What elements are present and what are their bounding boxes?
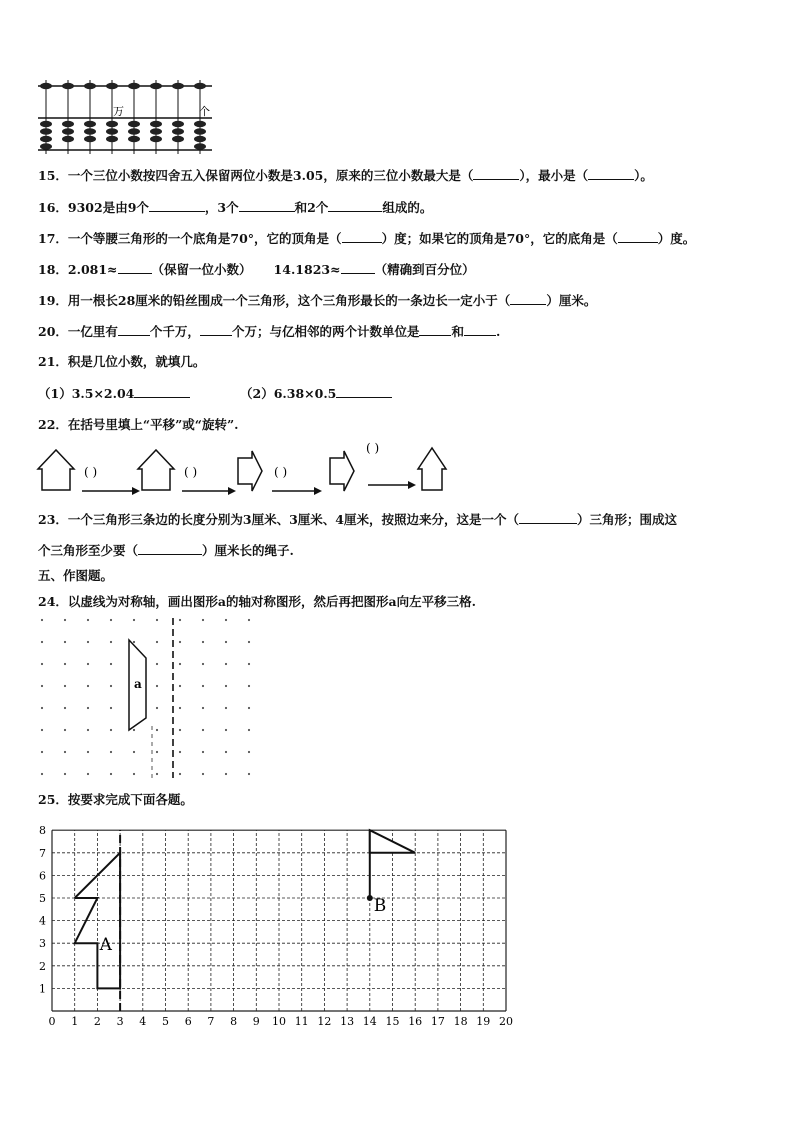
right-arrow-shape-icon bbox=[330, 451, 354, 491]
abacus-bead bbox=[40, 128, 52, 134]
up-arrow-shape-icon bbox=[38, 450, 74, 490]
answer-blank[interactable] bbox=[588, 167, 634, 180]
answer-blank[interactable] bbox=[618, 230, 658, 243]
abacus-bead bbox=[150, 136, 162, 142]
x-tick-label: 10 bbox=[272, 1015, 286, 1028]
grid-dot bbox=[179, 707, 181, 709]
arrow-head-icon bbox=[408, 481, 416, 489]
abacus-label-wan: 万 bbox=[113, 105, 124, 118]
question-text: （精确到百分位） bbox=[374, 262, 475, 277]
grid-dot bbox=[110, 751, 112, 753]
point-b-label: B bbox=[373, 896, 387, 916]
grid-dot bbox=[202, 751, 204, 753]
x-tick-label: 20 bbox=[499, 1015, 513, 1028]
abacus-bead bbox=[194, 143, 206, 149]
abacus-bead bbox=[128, 83, 140, 89]
grid-dot bbox=[110, 619, 112, 621]
x-tick-label: 11 bbox=[294, 1015, 309, 1028]
abacus-bead bbox=[150, 83, 162, 89]
answer-blank[interactable] bbox=[473, 167, 519, 180]
grid-dot bbox=[133, 641, 135, 643]
question-number: 22． bbox=[38, 417, 68, 432]
x-tick-label: 7 bbox=[207, 1015, 215, 1028]
grid-dot bbox=[225, 685, 227, 687]
x-tick-label: 4 bbox=[139, 1015, 147, 1028]
question-21 bbox=[38, 354, 205, 370]
abacus-bead bbox=[194, 128, 206, 134]
abacus-bead bbox=[106, 83, 118, 89]
y-tick-label: 4 bbox=[39, 914, 46, 928]
abacus-bead bbox=[128, 121, 140, 127]
abacus-bead bbox=[40, 136, 52, 142]
question-15 bbox=[38, 167, 653, 184]
question-17 bbox=[38, 230, 695, 247]
shape-a-label: a bbox=[134, 677, 142, 691]
grid-dot bbox=[225, 729, 227, 731]
grid-dot bbox=[202, 663, 204, 665]
grid-dot bbox=[156, 641, 158, 643]
grid-dot bbox=[248, 619, 250, 621]
answer-blank[interactable] bbox=[149, 199, 205, 212]
question-24 bbox=[38, 594, 476, 610]
grid-dot bbox=[202, 641, 204, 643]
question-text: 积是几位小数，就填几。 bbox=[67, 354, 206, 369]
question-text: 一亿里有 bbox=[67, 324, 118, 339]
grid-dot bbox=[225, 641, 227, 643]
grid-dot bbox=[41, 619, 43, 621]
abacus-bead bbox=[106, 128, 118, 134]
question-text: （1）3.5×2.04 bbox=[38, 386, 135, 401]
question-number: 20． bbox=[38, 324, 68, 339]
grid-dot bbox=[225, 663, 227, 665]
grid-dot bbox=[202, 619, 204, 621]
grid-dot bbox=[225, 751, 227, 753]
abacus-bead bbox=[106, 121, 118, 127]
grid-dot bbox=[64, 641, 66, 643]
question-text: 和2个 bbox=[294, 200, 329, 215]
grid-dot bbox=[248, 751, 250, 753]
abacus-bead bbox=[150, 121, 162, 127]
question-text: 组成的。 bbox=[382, 200, 433, 215]
question-text: 9302是由9个 bbox=[67, 200, 149, 215]
x-tick-label: 13 bbox=[340, 1015, 355, 1028]
question-text: ）。 bbox=[634, 168, 653, 183]
grid-dot bbox=[41, 773, 43, 775]
abacus-bead bbox=[84, 121, 96, 127]
x-tick-label: 8 bbox=[230, 1015, 238, 1028]
grid-dot bbox=[133, 751, 135, 753]
question-text: 个万；与亿相邻的两个计数单位是 bbox=[231, 324, 420, 339]
x-tick-label: 15 bbox=[385, 1015, 400, 1028]
grid-dot bbox=[110, 729, 112, 731]
right-arrow-shape-icon bbox=[238, 451, 262, 491]
x-tick-label: 2 bbox=[93, 1015, 101, 1028]
abacus-bead bbox=[40, 143, 52, 149]
question-text: ）厘米长的绳子. bbox=[202, 543, 294, 558]
grid-dot bbox=[64, 729, 66, 731]
grid-dot bbox=[41, 641, 43, 643]
question-text: 在括号里填上“平移”或“旋转”. bbox=[67, 417, 239, 432]
x-tick-label: 9 bbox=[252, 1015, 260, 1028]
question-number: 21． bbox=[38, 354, 68, 369]
grid-dot bbox=[64, 773, 66, 775]
grid-dot bbox=[225, 773, 227, 775]
grid-dot bbox=[87, 663, 89, 665]
x-tick-label: 0 bbox=[48, 1015, 56, 1028]
x-tick-label: 12 bbox=[317, 1015, 332, 1028]
question-text: （保留一位小数） bbox=[151, 262, 252, 277]
question-21-part1 bbox=[38, 385, 190, 402]
x-tick-label: 6 bbox=[184, 1015, 192, 1028]
grid-dot bbox=[248, 685, 250, 687]
grid-dot bbox=[87, 619, 89, 621]
point-b bbox=[367, 895, 373, 901]
grid-dot bbox=[87, 751, 89, 753]
y-tick-label: 5 bbox=[39, 892, 46, 905]
grid-dot bbox=[87, 685, 89, 687]
question-number: 18． bbox=[38, 262, 68, 277]
grid-dot bbox=[64, 619, 66, 621]
grid-dot bbox=[202, 729, 204, 731]
abacus-bead bbox=[172, 128, 184, 134]
question-text: 按要求完成下面各题。 bbox=[67, 792, 193, 807]
question-21-part2 bbox=[240, 385, 392, 402]
answer-blank[interactable] bbox=[341, 261, 375, 274]
abacus-label-ge: 个 bbox=[199, 105, 210, 118]
abacus-bead bbox=[128, 128, 140, 134]
x-tick-label: 19 bbox=[476, 1015, 491, 1028]
answer-paren[interactable]: ( ) bbox=[274, 465, 288, 479]
question-18 bbox=[38, 261, 475, 278]
grid-dot bbox=[87, 729, 89, 731]
question-text: 一个等腰三角形的一个底角是70°，它的顶角是（ bbox=[67, 231, 342, 246]
answer-blank[interactable] bbox=[200, 323, 232, 336]
question-number: 19． bbox=[38, 293, 68, 308]
arrow-head-icon bbox=[228, 487, 236, 495]
grid-dot bbox=[156, 729, 158, 731]
arrow-head-icon bbox=[314, 487, 322, 495]
answer-blank[interactable] bbox=[510, 292, 546, 305]
answer-blank[interactable] bbox=[118, 261, 152, 274]
grid-dot bbox=[156, 751, 158, 753]
abacus-bead bbox=[84, 128, 96, 134]
grid-dot bbox=[87, 707, 89, 709]
grid-dot bbox=[110, 685, 112, 687]
abacus-bead bbox=[84, 136, 96, 142]
grid-dot bbox=[41, 663, 43, 665]
abacus-bead bbox=[62, 128, 74, 134]
question-text: 一个三位小数按四舍五入保留两位小数是3.05，原来的三位小数最大是（ bbox=[67, 168, 474, 183]
grid-dot bbox=[133, 619, 135, 621]
grid-dot bbox=[179, 773, 181, 775]
grid-dot bbox=[248, 663, 250, 665]
shape-a-label: A bbox=[99, 934, 112, 955]
y-tick-label: 1 bbox=[39, 982, 46, 996]
question-23 bbox=[38, 511, 677, 528]
grid-dot bbox=[87, 773, 89, 775]
abacus-bead bbox=[194, 83, 206, 89]
x-tick-label: 14 bbox=[362, 1015, 377, 1028]
grid-dot bbox=[41, 751, 43, 753]
abacus-bead bbox=[40, 121, 52, 127]
question-22 bbox=[38, 417, 239, 433]
up-arrow-shape-icon bbox=[418, 448, 446, 490]
y-tick-label: 6 bbox=[39, 869, 46, 883]
grid-dot bbox=[156, 619, 158, 621]
x-tick-label: 3 bbox=[116, 1015, 124, 1028]
answer-blank[interactable] bbox=[336, 385, 392, 398]
grid-dot bbox=[110, 641, 112, 643]
grid-dot bbox=[248, 773, 250, 775]
transformation-arrow-row bbox=[36, 440, 456, 500]
section-heading: 五、作图题。 bbox=[38, 568, 114, 583]
answer-blank[interactable] bbox=[134, 385, 190, 398]
answer-blank[interactable] bbox=[519, 511, 577, 524]
grid-dot bbox=[41, 729, 43, 731]
dot-grid-figure bbox=[36, 614, 276, 784]
abacus-bead bbox=[172, 136, 184, 142]
abacus-bead bbox=[150, 128, 162, 134]
y-tick-label: 3 bbox=[39, 937, 46, 951]
grid-dot bbox=[64, 663, 66, 665]
answer-blank[interactable] bbox=[464, 323, 496, 336]
question-text: ）度。 bbox=[657, 231, 696, 246]
coordinate-grid bbox=[36, 818, 526, 1033]
question-text: 和 bbox=[451, 324, 464, 339]
x-tick-label: 16 bbox=[408, 1015, 423, 1028]
grid-dot bbox=[156, 685, 158, 687]
abacus-bead bbox=[84, 83, 96, 89]
question-text: （2）6.38×0.5 bbox=[240, 386, 337, 401]
grid-dot bbox=[87, 641, 89, 643]
question-number: 25． bbox=[38, 792, 68, 807]
grid-dot bbox=[64, 707, 66, 709]
answer-blank[interactable] bbox=[342, 230, 382, 243]
abacus-bead bbox=[40, 83, 52, 89]
grid-dot bbox=[179, 751, 181, 753]
grid-dot bbox=[225, 619, 227, 621]
question-text: 个千万， bbox=[149, 324, 200, 339]
grid-dot bbox=[133, 773, 135, 775]
question-25 bbox=[38, 792, 193, 808]
grid-dot bbox=[179, 729, 181, 731]
question-number: 24． bbox=[38, 594, 68, 609]
x-tick-label: 5 bbox=[162, 1015, 169, 1028]
question-number: 15． bbox=[38, 168, 68, 183]
question-23-line2 bbox=[38, 542, 294, 559]
grid-dot bbox=[110, 707, 112, 709]
grid-dot bbox=[179, 641, 181, 643]
answer-paren[interactable]: ( ) bbox=[184, 465, 198, 479]
abacus bbox=[36, 78, 216, 158]
arrow-head-icon bbox=[132, 487, 140, 495]
question-number: 17． bbox=[38, 231, 68, 246]
answer-blank[interactable] bbox=[419, 323, 451, 336]
grid-dot bbox=[179, 619, 181, 621]
abacus-bead bbox=[62, 83, 74, 89]
answer-blank[interactable] bbox=[239, 199, 295, 212]
question-text: ）厘米。 bbox=[546, 293, 597, 308]
grid-dot bbox=[248, 641, 250, 643]
y-tick-label: 7 bbox=[39, 846, 46, 860]
question-16 bbox=[38, 199, 432, 216]
question-text: 以虚线为对称轴，画出图形a的轴对称图形，然后再把图形a向左平移三格. bbox=[67, 594, 476, 609]
x-tick-label: 1 bbox=[71, 1015, 79, 1028]
question-20 bbox=[38, 323, 500, 340]
question-19 bbox=[38, 292, 596, 309]
grid-dot bbox=[64, 751, 66, 753]
question-text: ）度；如果它的顶角是70°，它的底角是（ bbox=[381, 231, 618, 246]
grid-dot bbox=[248, 729, 250, 731]
answer-blank[interactable] bbox=[118, 323, 150, 336]
question-text: 个三角形至少要（ bbox=[38, 543, 139, 558]
grid-dot bbox=[156, 773, 158, 775]
up-arrow-shape-icon bbox=[138, 450, 174, 490]
abacus-bead bbox=[62, 136, 74, 142]
abacus-bead bbox=[62, 121, 74, 127]
grid-dot bbox=[110, 773, 112, 775]
question-text: 一个三角形三条边的长度分别为3厘米、3厘米、4厘米，按照边来分，这是一个（ bbox=[67, 512, 520, 527]
question-text: ），最小是（ bbox=[519, 168, 589, 183]
grid-dot bbox=[225, 707, 227, 709]
grid-dot bbox=[64, 685, 66, 687]
grid-dot bbox=[156, 707, 158, 709]
answer-paren[interactable]: ( ) bbox=[366, 441, 380, 455]
question-number: 23． bbox=[38, 512, 68, 527]
answer-blank[interactable] bbox=[328, 199, 382, 212]
x-tick-label: 17 bbox=[430, 1015, 445, 1028]
grid-dot bbox=[41, 707, 43, 709]
question-text: 14.1823≈ bbox=[273, 262, 341, 277]
grid-dot bbox=[179, 663, 181, 665]
grid-dot bbox=[156, 663, 158, 665]
x-tick-label: 18 bbox=[453, 1015, 468, 1028]
grid-dot bbox=[41, 685, 43, 687]
answer-paren[interactable]: ( ) bbox=[84, 465, 98, 479]
grid-dot bbox=[179, 685, 181, 687]
grid-dot bbox=[202, 707, 204, 709]
answer-blank[interactable] bbox=[138, 542, 202, 555]
abacus-bead bbox=[172, 121, 184, 127]
y-tick-label: 8 bbox=[39, 824, 46, 838]
grid-dot bbox=[110, 663, 112, 665]
abacus-bead bbox=[194, 136, 206, 142]
question-text: ，3个 bbox=[204, 200, 239, 215]
question-text: 用一根长28厘米的铅丝围成一个三角形，这个三角形最长的一条边长一定小于（ bbox=[67, 293, 511, 308]
abacus-bead bbox=[194, 121, 206, 127]
question-text: ）三角形；围成这 bbox=[577, 512, 678, 527]
abacus-bead bbox=[106, 136, 118, 142]
question-text: 2.081≈ bbox=[67, 262, 118, 277]
grid-dot bbox=[202, 685, 204, 687]
grid-dot bbox=[133, 729, 135, 731]
grid-dot bbox=[248, 707, 250, 709]
grid-dot bbox=[202, 773, 204, 775]
abacus-bead bbox=[128, 136, 140, 142]
y-tick-label: 2 bbox=[39, 959, 46, 973]
question-text: . bbox=[495, 324, 501, 339]
abacus-bead bbox=[172, 83, 184, 89]
question-number: 16． bbox=[38, 200, 68, 215]
